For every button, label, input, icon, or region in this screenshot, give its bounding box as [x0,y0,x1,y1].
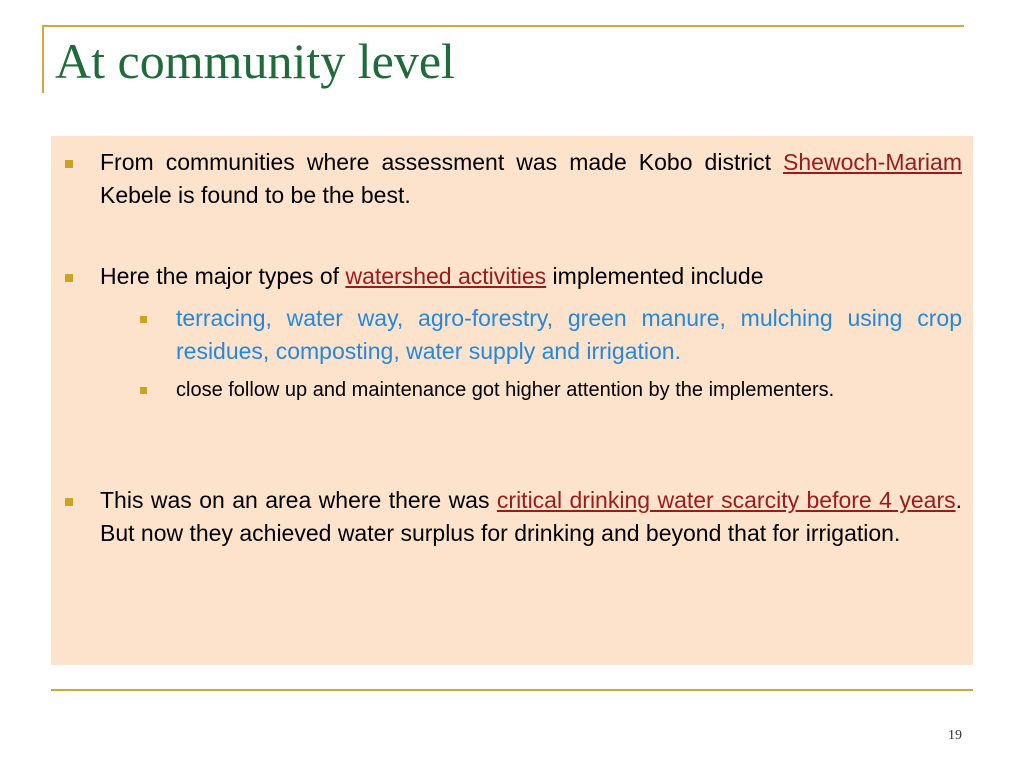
content-box [51,136,973,665]
bullet-text-start: From communities where assessment was made Kobo district [100,149,784,175]
sub-bullet-follow-up [176,375,962,405]
sub-bullet-text: terracing, water way, agro-forestry, green manure, mulching using crop residues, composting, water supply and irrigation. [176,305,962,364]
square-bullet-icon [140,316,147,323]
square-bullet-icon [140,387,147,394]
bullet-communities-assessment [100,146,962,212]
title-accent-vertical-rule [42,25,44,93]
bullet-watershed-activities [100,260,962,293]
square-bullet-icon [65,274,73,282]
square-bullet-icon [65,160,73,168]
title-accent-horizontal-rule [42,25,964,27]
page-number: 19 [948,728,962,743]
slide-title: At community level [55,33,455,89]
sub-bullet-activity-list [176,302,962,368]
bullet-text-end: . But now they achieved water surplus for drinking and beyond that for irrigation. [100,487,962,546]
sub-bullet-text: close follow up and maintenance got higher attention by the implementers. [176,379,835,401]
shewoch-mariam-link[interactable]: Shewoch-Mariam [783,149,962,175]
bullet-text-start: Here the major types of [100,263,346,289]
bullet-text-end: implemented include [546,263,764,289]
square-bullet-icon [65,498,73,506]
watershed-activities-link[interactable]: watershed activities [345,263,547,289]
bullet-water-scarcity [100,484,962,550]
footer-rule [51,689,973,691]
water-scarcity-link[interactable]: critical drinking water scarcity before 4 years [496,487,956,513]
bullet-text-start: This was on an area where there was [100,487,497,513]
bullet-text-end: Kebele is found to be the best. [100,182,411,208]
